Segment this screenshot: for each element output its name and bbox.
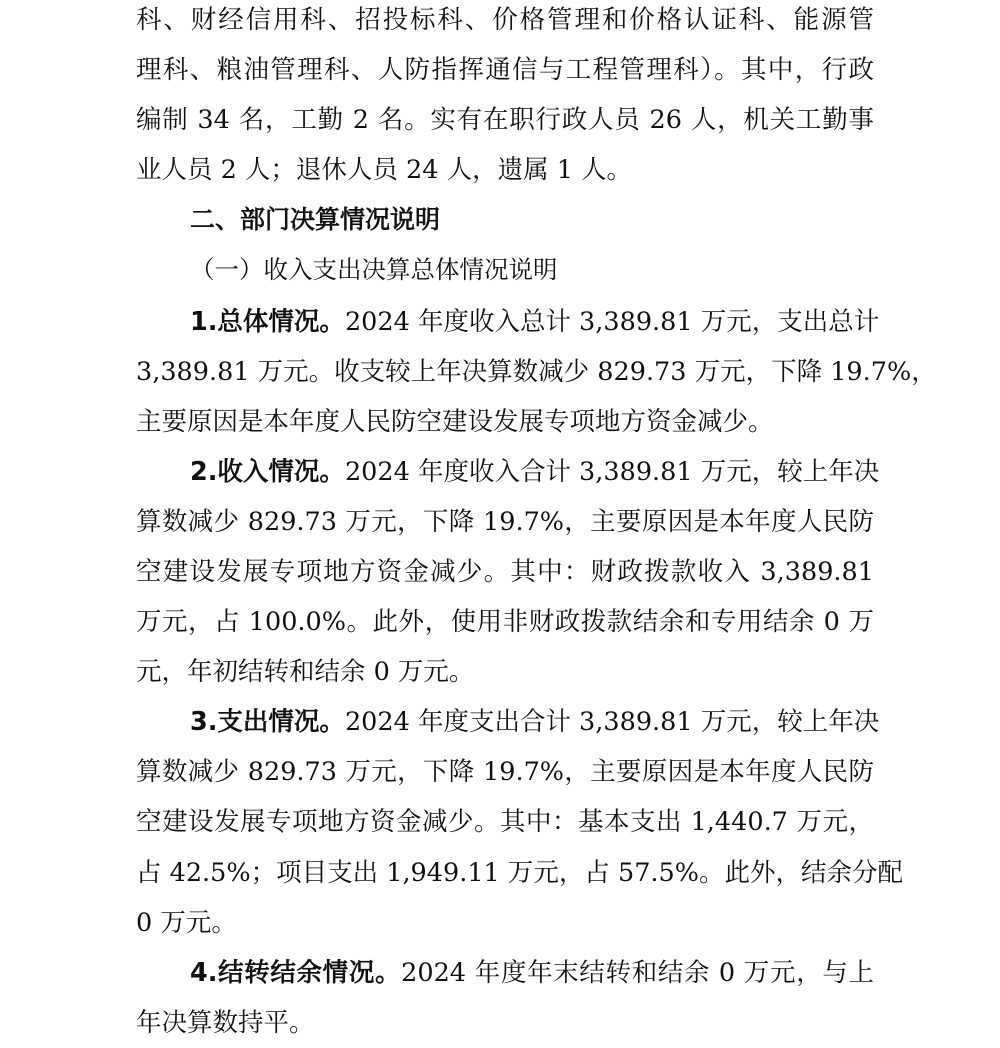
intro-line-3: 编制 34 名，工勤 2 名。实有在职行政人员 26 人，机关工勤事 bbox=[136, 105, 874, 135]
paragraph-overall-label: 1.总体情况。 bbox=[190, 307, 345, 337]
paragraph-income-line-5: 元，年初结转和结余 0 万元。 bbox=[136, 657, 475, 687]
paragraph-expense-line-1 bbox=[190, 697, 880, 747]
paragraph-overall-text: 2024 年度收入总计 3,389.81 万元，支出总计 bbox=[344, 307, 880, 337]
paragraph-expense-line-2: 算数减少 829.73 万元，下降 19.7%，主要原因是本年度人民防 bbox=[136, 757, 874, 787]
paragraph-expense-line-5: 0 万元。 bbox=[136, 908, 237, 938]
paragraph-expense-line-4: 占 42.5%；项目支出 1,949.11 万元，占 57.5%。此外，结余分配 bbox=[136, 858, 903, 888]
paragraph-income-line-1 bbox=[190, 447, 880, 497]
paragraph-income-line-4: 万元，占 100.0%。此外，使用非财政拨款结余和专用结余 0 万 bbox=[136, 607, 874, 637]
paragraph-overall-line-2: 3,389.81 万元。收支较上年决算数减少 829.73 万元，下降 19.7%， bbox=[136, 357, 937, 387]
paragraph-overall-line-1 bbox=[190, 297, 880, 347]
paragraph-income-line-2: 算数减少 829.73 万元，下降 19.7%，主要原因是本年度人民防 bbox=[136, 507, 874, 537]
subsection-heading: （一）收入支出决算总体情况说明 bbox=[190, 255, 558, 284]
paragraph-balance-line-2: 年决算数持平。 bbox=[136, 1008, 315, 1038]
section-heading: 二、部门决算情况说明 bbox=[190, 205, 441, 234]
intro-line-2: 理科、粮油管理科、人防指挥通信与工程管理科）。其中，行政 bbox=[136, 55, 874, 85]
paragraph-expense-label: 3.支出情况。 bbox=[190, 707, 345, 737]
paragraph-expense-text: 2024 年度支出合计 3,389.81 万元，较上年决 bbox=[344, 707, 880, 737]
paragraph-balance-line-1 bbox=[190, 948, 874, 998]
paragraph-overall-line-3: 主要原因是本年度人民防空建设发展专项地方资金减少。 bbox=[136, 407, 774, 437]
intro-line-1: 科、财经信用科、招投标科、价格管理和价格认证科、能源管 bbox=[136, 5, 874, 35]
paragraph-balance-label: 4.结转结余情况。 bbox=[190, 958, 402, 988]
paragraph-income-text: 2024 年度收入合计 3,389.81 万元，较上年决 bbox=[344, 457, 880, 487]
intro-line-4: 业人员 2 人；退休人员 24 人，遗属 1 人。 bbox=[136, 155, 633, 185]
paragraph-balance-text: 2024 年度年末结转和结余 0 万元，与上 bbox=[401, 958, 874, 988]
paragraph-income-line-3: 空建设发展专项地方资金减少。其中：财政拨款收入 3,389.81 bbox=[136, 557, 874, 587]
paragraph-expense-line-3: 空建设发展专项地方资金减少。其中：基本支出 1,440.7 万元， bbox=[136, 807, 874, 837]
paragraph-income-label: 2.收入情况。 bbox=[190, 457, 345, 487]
